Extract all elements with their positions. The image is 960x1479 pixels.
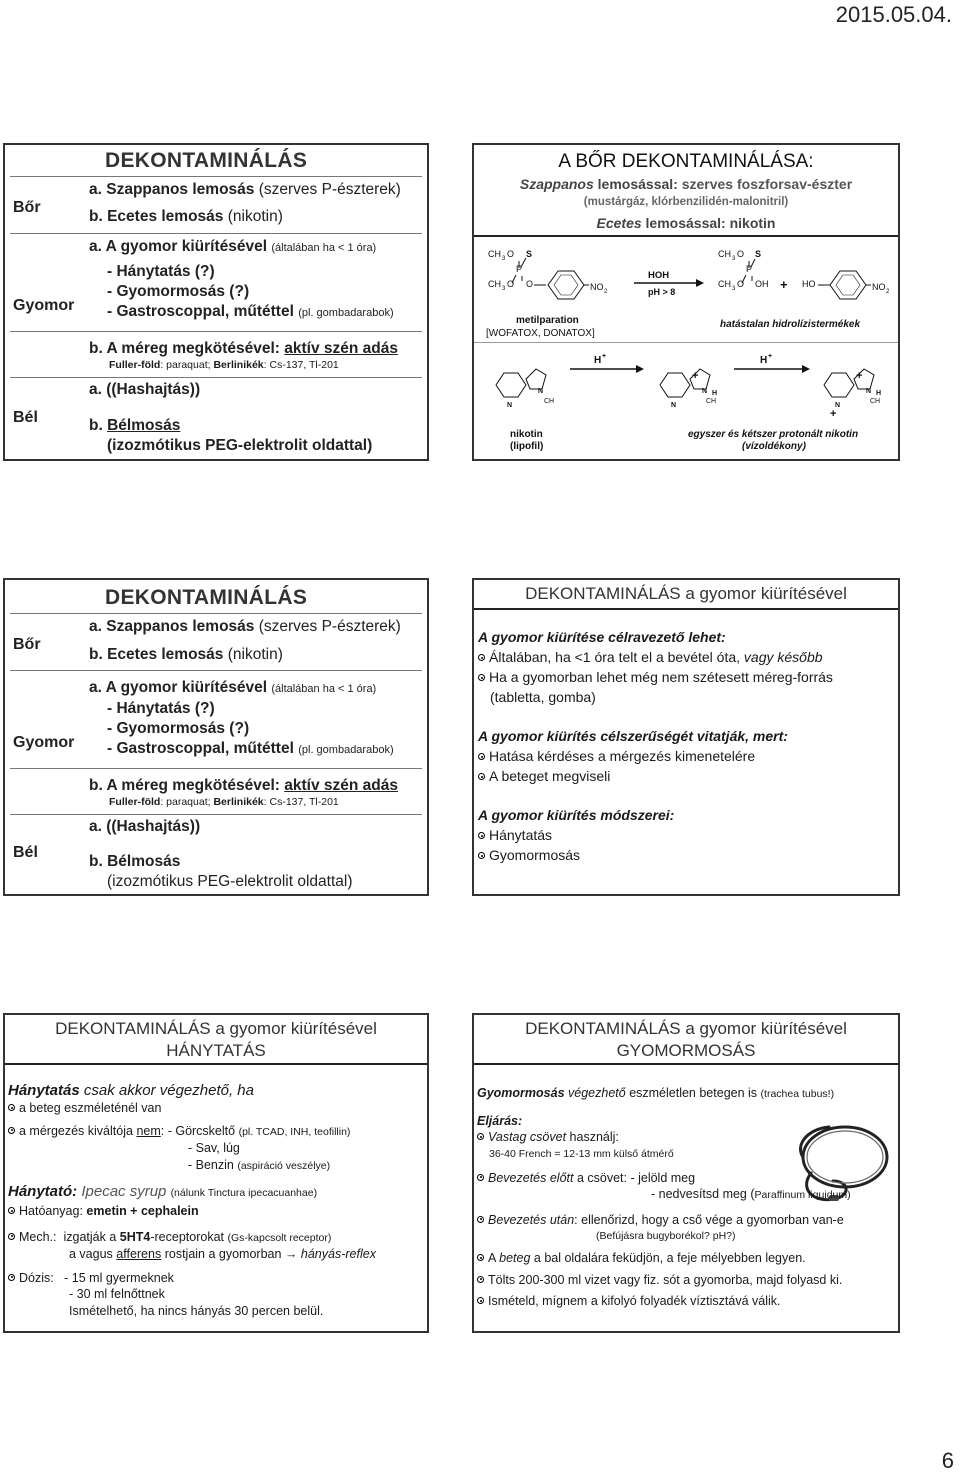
- item-h3: - Gastroscoppal, műtéttel (pl. gombadarabok): [107, 740, 394, 757]
- slide2-line2: (mustárgáz, klórbenzilidén-malonitril): [583, 196, 789, 208]
- header-date: 2015.05.04.: [835, 2, 952, 27]
- chem-n: N: [671, 402, 677, 409]
- item-h3: - Gastroscoppal, műtéttel (pl. gombadarabok): [107, 303, 394, 320]
- chem-label: OH: [755, 279, 769, 289]
- chem-n: N: [538, 388, 544, 395]
- s5-bullet-1: a beteg eszméleténél van: [8, 1100, 425, 1117]
- slide-title: DEKONTAMINÁLÁS: [105, 149, 308, 172]
- chem-label: CH: [718, 249, 731, 259]
- slide2-line3: Ecetes lemosással: nikotin: [596, 215, 776, 231]
- s5-dozis: Dózis: - 15 ml gyermeknek: [8, 1270, 425, 1287]
- chem-ph: pH > 8: [648, 287, 676, 297]
- s2-head: A gyomor kiürítés célszerűségét vitatják, mert:: [478, 728, 788, 744]
- slide-gyomor-kiurites: [472, 578, 900, 896]
- chem-label: P: [516, 264, 523, 274]
- category-bel: Bél: [13, 409, 38, 426]
- chem-hplus: H: [594, 355, 602, 366]
- chem-label: 3: [502, 256, 506, 262]
- item-b2: b. A méreg megkötésével: aktív szén adás: [89, 340, 398, 357]
- s3-bullet-1: Hánytatás: [478, 825, 896, 845]
- item-a2: a. A gyomor kiürítésével (általában ha < 1 óra): [89, 238, 377, 255]
- item-h1: - Hánytatás (?): [107, 263, 215, 280]
- s2-bullet-2: A beteget megviseli: [478, 766, 896, 786]
- chem-n: N: [835, 402, 841, 409]
- slide5-header: [5, 1015, 427, 1065]
- item-b3-sub: (izozmótikus PEG-elektrolit oldattal): [107, 437, 373, 454]
- item-a2: a. A gyomor kiürítésével (általában ha < 1 óra): [89, 679, 377, 696]
- s3-head: A gyomor kiürítés módszerei:: [478, 807, 675, 823]
- chem-metil: metilparation: [516, 315, 579, 326]
- item-b2-sub: Fuller-föld: paraquat; Berlinikék: Cs-137, Tl-201: [109, 796, 339, 808]
- chem-plus: +: [602, 353, 607, 360]
- chem-label: NO: [872, 282, 886, 292]
- item-a3: a. ((Hashajtás)): [89, 818, 201, 835]
- chem-label: 3: [732, 256, 736, 262]
- slide2-line1: Szappanos lemosással: szerves foszforsav-észter: [519, 176, 853, 192]
- chem-ch3: CH: [544, 398, 555, 405]
- chem-label: CH: [488, 279, 501, 289]
- item-h1: - Hánytatás (?): [107, 700, 215, 717]
- chem-label: NO: [590, 282, 604, 292]
- s3-bullet-2: Gyomormosás: [478, 845, 896, 865]
- slide4-body: [478, 627, 896, 865]
- slide-hanytatas: [3, 1013, 429, 1333]
- s6-bullet-5: Tölts 200-300 ml vizet vagy fiz. sót a gyomorba, majd folyasd ki.: [477, 1272, 896, 1289]
- s2-bullet-1: Hatása kérdéses a mérgezés kimenetelére: [478, 746, 896, 766]
- chem-label: CH: [488, 249, 501, 259]
- chem-plus: +: [692, 370, 699, 382]
- slide4-header: [474, 580, 898, 610]
- slide2-title: A BŐR DEKONTAMINÁLÁSA:: [558, 151, 814, 172]
- item-b3: b. Bélmosás: [89, 417, 181, 434]
- chem-nikotin: nikotin: [510, 429, 543, 440]
- s6-bullet-2-l2: - nedvesítsd meg (Paraffinum liquidum): [651, 1187, 851, 1201]
- s5-doz2: - 30 ml felnőttnek: [69, 1287, 165, 1301]
- slide6-body: [477, 1085, 896, 1310]
- slide-gyomormosas: [472, 1013, 900, 1333]
- s5-mech-l2: a vagus afferens rostjain a gyomorban → hányás-reflex: [69, 1247, 376, 1261]
- chem-label: 3: [732, 286, 736, 292]
- chem-label: CH: [718, 279, 731, 289]
- category-bor: Bőr: [13, 199, 41, 216]
- s6-bullet-2: Bevezetés előtt a csövet: - jelöld meg: [477, 1170, 896, 1187]
- chem-ch3: CH: [870, 398, 881, 405]
- chem-plus: +: [768, 353, 773, 360]
- chem-hatastalan: hatástalan hidrolízistermékek: [720, 319, 861, 330]
- s5-doz3: Ismételhető, ha nincs hányás 30 percen belül.: [69, 1303, 324, 1318]
- chem-label: 2: [886, 289, 890, 295]
- chem-label: 2: [604, 289, 608, 295]
- chem-vizoldekony: (vízoldékony): [742, 441, 806, 452]
- chem-h: H: [712, 390, 718, 397]
- chem-label: 3: [502, 286, 506, 292]
- chem-label: S: [526, 249, 533, 259]
- chem-label: O: [737, 279, 745, 289]
- item-b1: b. Ecetes lemosás (nikotin): [89, 208, 283, 225]
- s1-bullet-1: Általában, ha <1 óra telt el a bevétel óta, vagy később: [478, 647, 896, 667]
- item-a1: a. Szappanos lemosás (szerves P-észterek): [89, 618, 401, 635]
- s6-bullet-3: Bevezetés után: ellenőrizd, hogy a cső vége a gyomorban van-e: [477, 1212, 896, 1229]
- item-b2: b. A méreg megkötésével: aktív szén adás: [89, 777, 398, 794]
- nicotine-protonation-diagram: [474, 345, 898, 461]
- category-gyomor: Gyomor: [13, 734, 75, 751]
- slide-bor-dekontaminalasa: [472, 143, 900, 461]
- item-b3: b. Bélmosás: [89, 853, 181, 870]
- slide5-title1: DEKONTAMINÁLÁS a gyomor kiürítésével: [55, 1019, 377, 1038]
- slide4-title: DEKONTAMINÁLÁS a gyomor kiürítésével: [525, 584, 847, 603]
- item-b2-sub: Fuller-föld: paraquat; Berlinikék: Cs-137, Tl-201: [109, 359, 339, 371]
- s1-head: A gyomor kiürítése célravezető lehet:: [478, 629, 726, 645]
- chem-n: N: [507, 402, 513, 409]
- category-bor: Bőr: [13, 636, 41, 653]
- slide6-title1: DEKONTAMINÁLÁS a gyomor kiürítésével: [525, 1019, 847, 1038]
- s5-bullet-2-l3: - Benzin (aspiráció veszélye): [188, 1157, 331, 1172]
- chem-n: N: [866, 388, 872, 395]
- slide-dekontaminalas-1: [3, 143, 429, 461]
- slide6-title2: GYOMORMOSÁS: [616, 1041, 756, 1060]
- s5-line1: Hánytatás csak akkor végezhető, ha: [8, 1082, 254, 1099]
- s1-bullet-2-cont: (tabletta, gomba): [490, 689, 596, 705]
- s5-mech: Mech.: izgatják a 5HT4-receptorokat (Gs-kapcsolt receptor): [8, 1229, 425, 1247]
- chem-ch3: CH: [706, 398, 717, 405]
- item-b1: b. Ecetes lemosás (nikotin): [89, 646, 283, 663]
- s6-line1: Gyomormosás végezhető eszméletlen betegen is (trachea tubus!): [477, 1086, 835, 1100]
- item-a3: a. ((Hashajtás)): [89, 381, 201, 398]
- s5-bullet-2-l2: - Sav, lúg: [188, 1141, 240, 1155]
- chem-plus: +: [830, 408, 837, 420]
- chem-label: O: [737, 249, 745, 259]
- s6-bullet-1-sub: 36-40 French = 12-13 mm külső átmérő: [489, 1147, 674, 1160]
- chem-label: O: [526, 279, 534, 289]
- s6-bullet-1: Vastag csövet használj:: [477, 1129, 896, 1146]
- s5-hanytato: Hánytató: Ipecac syrup (nálunk Tinctura ipecacuanhae): [8, 1183, 318, 1200]
- chem-n: N: [702, 388, 708, 395]
- chem-label: P: [746, 264, 753, 274]
- slide5-title2: HÁNYTATÁS: [166, 1041, 266, 1060]
- slide5-body: [8, 1082, 425, 1319]
- chem-protonalt: egyszer és kétszer protonált nikotin: [688, 429, 859, 440]
- chem-label: S: [755, 249, 762, 259]
- chem-hydrolysis-diagram: [474, 241, 898, 341]
- s6-bullet-4: A beteg a bal oldalára feküdjön, a feje mélyebben legyen.: [477, 1250, 896, 1267]
- chem-plus: +: [856, 370, 863, 382]
- chem-hoh: HOH: [648, 270, 670, 281]
- s5-bullet-2: a mérgezés kiváltója nem: - Görcskeltő (pl. TCAD, INH, teofillin): [8, 1123, 425, 1141]
- chem-label: HO: [802, 279, 816, 289]
- chem-plus: +: [780, 277, 788, 292]
- category-bel: Bél: [13, 844, 38, 861]
- s6-bullet-3-sub: (Befújásra bugyborékol? pH?): [596, 1230, 736, 1242]
- slide-title: DEKONTAMINÁLÁS: [105, 586, 308, 609]
- chem-label: O: [507, 249, 515, 259]
- item-b3-sub: (izozmótikus PEG-elektrolit oldattal): [107, 873, 353, 890]
- page-number: 6: [941, 1448, 954, 1473]
- slide-dekontaminalas-2: [3, 578, 429, 896]
- item-h2: - Gyomormosás (?): [107, 720, 250, 737]
- slide6-header: [474, 1015, 898, 1065]
- item-a1: a. Szappanos lemosás (szerves P-észterek): [89, 181, 401, 198]
- chem-label: O: [507, 279, 515, 289]
- chem-wofatox: [WOFATOX, DONATOX]: [486, 328, 595, 339]
- chem-hplus: H: [760, 355, 768, 366]
- chem-lipofil: (lipofil): [510, 441, 544, 452]
- s6-eljaras: Eljárás:: [477, 1113, 523, 1128]
- s5-hatoanyag: Hatóanyag: emetin + cephalein: [8, 1203, 425, 1220]
- chem-h: H: [876, 390, 882, 397]
- category-gyomor: Gyomor: [13, 297, 75, 314]
- s6-bullet-6: Ismételd, mígnem a kifolyó folyadék víztisztává válik.: [477, 1293, 896, 1310]
- s1-bullet-2: Ha a gyomorban lehet még nem szétesett méreg-forrás: [478, 667, 896, 687]
- item-h2: - Gyomormosás (?): [107, 283, 250, 300]
